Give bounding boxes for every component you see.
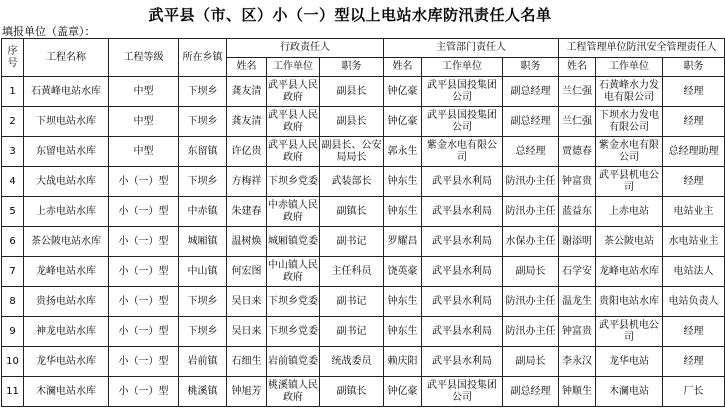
cell-dept-post: 防汛办主任: [503, 167, 559, 197]
table-row: [2, 227, 725, 257]
table-row: [2, 377, 725, 407]
cell-dept-name: 钟东生: [384, 197, 422, 227]
header-grade: 工程等级: [109, 39, 179, 77]
cell-admin-post: 副县长: [320, 107, 384, 137]
cell-admin-post: 统战委员: [320, 347, 384, 377]
header-mgmt-unit: 工作单位: [596, 58, 663, 77]
cell-mgmt-post: 电站业主: [663, 197, 725, 227]
cell-admin-name: 龚友清: [227, 77, 267, 107]
cell-town: 下坝乡: [179, 77, 227, 107]
cell-mgmt-unit: 龙华电站: [596, 347, 663, 377]
cell-seq: 11: [2, 377, 24, 407]
cell-mgmt-name: 温龙生: [559, 287, 596, 317]
cell-mgmt-name: 谢添明: [559, 227, 596, 257]
cell-grade: 小（一）型: [109, 377, 179, 407]
cell-admin-name: 温树焕: [227, 227, 267, 257]
cell-grade: 中型: [109, 77, 179, 107]
cell-admin-unit: 下坝乡党委: [267, 317, 320, 347]
header-admin-group: 行政责任人: [227, 39, 384, 58]
cell-mgmt-post: 经理: [663, 167, 725, 197]
table-row: [2, 257, 725, 287]
cell-mgmt-unit: 贵阳电站水库: [596, 287, 663, 317]
header-mgmt-name: 姓名: [559, 58, 596, 77]
cell-mgmt-name: 钟富贵: [559, 317, 596, 347]
cell-seq: 8: [2, 287, 24, 317]
cell-dept-post: 水保办主任: [503, 227, 559, 257]
cell-admin-unit: 武平县人民政府: [267, 107, 320, 137]
cell-dept-name: 钟亿豪: [384, 107, 422, 137]
cell-dept-post: 副局长: [503, 257, 559, 287]
cell-mgmt-unit: 武平县机电公司: [596, 317, 663, 347]
cell-mgmt-name: 李永汉: [559, 347, 596, 377]
cell-grade: 小（一）型: [109, 197, 179, 227]
cell-admin-post: 主任科员: [320, 257, 384, 287]
cell-grade: 小（一）型: [109, 257, 179, 287]
cell-admin-post: 副书记: [320, 287, 384, 317]
cell-project-name: 大战电站水库: [24, 167, 109, 197]
cell-mgmt-post: 经理: [663, 107, 725, 137]
header-mgmt-group: 工程管理单位防汛安全管理责任人: [559, 39, 725, 58]
cell-dept-post: 防汛办主任: [503, 317, 559, 347]
table-body: [2, 77, 725, 407]
header-admin-name: 姓名: [227, 58, 267, 77]
cell-mgmt-unit: 龙峰电站水库: [596, 257, 663, 287]
cell-town: 东留镇: [179, 137, 227, 167]
cell-dept-unit: 武平县国投集团公司: [422, 107, 503, 137]
cell-grade: 小（一）型: [109, 167, 179, 197]
cell-dept-post: 副总经理: [503, 77, 559, 107]
cell-seq: 9: [2, 317, 24, 347]
cell-dept-name: 钟亿豪: [384, 377, 422, 407]
cell-project-name: 下坝电站水库: [24, 107, 109, 137]
cell-mgmt-post: 水电站业主: [663, 227, 725, 257]
header-town: 所在乡镇: [179, 39, 227, 77]
cell-admin-unit: 武平县人民政府: [267, 77, 320, 107]
cell-dept-name: 钟亿豪: [384, 77, 422, 107]
responsibility-table: [1, 38, 725, 407]
cell-admin-unit: 下坝乡党委: [267, 287, 320, 317]
cell-admin-post: 副县长: [320, 77, 384, 107]
cell-seq: 7: [2, 257, 24, 287]
cell-town: 下坝乡: [179, 167, 227, 197]
cell-dept-name: 罗耀昌: [384, 227, 422, 257]
cell-admin-name: 方梅祥: [227, 167, 267, 197]
cell-town: 城厢镇: [179, 227, 227, 257]
cell-mgmt-name: 石学安: [559, 257, 596, 287]
cell-project-name: 东留电站水库: [24, 137, 109, 167]
cell-seq: 10: [2, 347, 24, 377]
table-row: [2, 287, 725, 317]
cell-dept-unit: 武平县水利局: [422, 257, 503, 287]
header-seq: 序号: [2, 39, 24, 77]
cell-grade: 小（一）型: [109, 287, 179, 317]
cell-dept-post: 副总经理: [503, 377, 559, 407]
cell-admin-unit: 下坝乡党委: [267, 167, 320, 197]
cell-admin-name: 钟旭芳: [227, 377, 267, 407]
cell-dept-unit: 武平县水利局: [422, 347, 503, 377]
cell-mgmt-post: 经理: [663, 347, 725, 377]
cell-town: 中赤镇: [179, 197, 227, 227]
cell-dept-name: 钟东生: [384, 317, 422, 347]
cell-town: 下坝乡: [179, 107, 227, 137]
cell-mgmt-post: 厂长: [663, 377, 725, 407]
cell-admin-unit: 城厢镇党委: [267, 227, 320, 257]
cell-mgmt-name: 蓝益东: [559, 197, 596, 227]
cell-mgmt-name: 钟顺生: [559, 377, 596, 407]
cell-mgmt-post: 电站法人: [663, 257, 725, 287]
cell-mgmt-unit: 木澜电站: [596, 377, 663, 407]
cell-seq: 6: [2, 227, 24, 257]
cell-dept-name: 钟东生: [384, 287, 422, 317]
cell-dept-name: 饶英豪: [384, 257, 422, 287]
document-title: 武平县（市、区）小（一）型以上电站水库防汛责任人名单: [148, 6, 552, 24]
cell-dept-unit: 武平县国投集团公司: [422, 377, 503, 407]
header-project-name: 工程名称: [24, 39, 109, 77]
cell-admin-unit: 中赤镇人民政府: [267, 197, 320, 227]
cell-dept-unit: 武平县水利局: [422, 167, 503, 197]
cell-mgmt-unit: 茶公陂电站: [596, 227, 663, 257]
cell-dept-unit: 紫金水电有限公司: [422, 137, 503, 167]
cell-mgmt-unit: 下坝水力发电有限公司: [596, 107, 663, 137]
header-row-group: [2, 39, 725, 58]
cell-mgmt-unit: 石黄峰水力发电有限公司: [596, 77, 663, 107]
cell-seq: 1: [2, 77, 24, 107]
cell-mgmt-name: 贾德春: [559, 137, 596, 167]
header-dept-group: 主管部门责任人: [384, 39, 559, 58]
cell-admin-unit: 岩前镇党委: [267, 347, 320, 377]
cell-dept-post: 防汛办主任: [503, 287, 559, 317]
cell-town: 岩前镇: [179, 347, 227, 377]
header-admin-post: 职务: [320, 58, 384, 77]
cell-seq: 5: [2, 197, 24, 227]
cell-dept-unit: 武平县水利局: [422, 197, 503, 227]
cell-dept-unit: 武平县水利局: [422, 287, 503, 317]
cell-admin-name: 许亿贵: [227, 137, 267, 167]
cell-dept-post: 总经理: [503, 137, 559, 167]
cell-grade: 中型: [109, 137, 179, 167]
cell-mgmt-name: 兰仁强: [559, 107, 596, 137]
cell-mgmt-unit: 武平县机电公司: [596, 167, 663, 197]
table-row: [2, 347, 725, 377]
table-row: [2, 197, 725, 227]
table-row: [2, 317, 725, 347]
cell-admin-name: 朱建春: [227, 197, 267, 227]
cell-project-name: 龙峰电站水库: [24, 257, 109, 287]
header-admin-unit: 工作单位: [267, 58, 320, 77]
cell-town: 中山镇: [179, 257, 227, 287]
cell-admin-post: 副镇长: [320, 377, 384, 407]
cell-admin-name: 何宏图: [227, 257, 267, 287]
cell-mgmt-name: 钟富贵: [559, 167, 596, 197]
cell-project-name: 茶公陂电站水库: [24, 227, 109, 257]
cell-dept-unit: 武平县国投集团公司: [422, 77, 503, 107]
cell-admin-post: 副书记: [320, 317, 384, 347]
cell-grade: 小（一）型: [109, 347, 179, 377]
cell-grade: 小（一）型: [109, 317, 179, 347]
cell-admin-post: 副书记: [320, 227, 384, 257]
cell-admin-post: 副县长、公安局局长: [320, 137, 384, 167]
cell-project-name: 石黄峰电站水库: [24, 77, 109, 107]
cell-dept-unit: 武平县水利局: [422, 317, 503, 347]
cell-project-name: 贵扬电站水库: [24, 287, 109, 317]
cell-mgmt-unit: 紫金水电有限公司: [596, 137, 663, 167]
cell-admin-name: 龚友清: [227, 107, 267, 137]
cell-dept-unit: 武平县水利局: [422, 227, 503, 257]
cell-mgmt-post: 经理: [663, 77, 725, 107]
header-mgmt-post: 职务: [663, 58, 725, 77]
cell-admin-name: 吴日来: [227, 317, 267, 347]
cell-admin-name: 吴日来: [227, 287, 267, 317]
cell-project-name: 神龙电站水库: [24, 317, 109, 347]
cell-grade: 小（一）型: [109, 227, 179, 257]
cell-seq: 3: [2, 137, 24, 167]
cell-project-name: 龙华电站水库: [24, 347, 109, 377]
cell-mgmt-post: 经理: [663, 317, 725, 347]
cell-mgmt-post: 总经理助理: [663, 137, 725, 167]
cell-town: 下坝乡: [179, 287, 227, 317]
cell-seq: 2: [2, 107, 24, 137]
cell-dept-name: 赖庆阳: [384, 347, 422, 377]
header-dept-post: 职务: [503, 58, 559, 77]
header-dept-unit: 工作单位: [422, 58, 503, 77]
cell-admin-name: 石细生: [227, 347, 267, 377]
cell-admin-post: 副镇长: [320, 197, 384, 227]
cell-admin-unit: 武平县人民政府: [267, 137, 320, 167]
cell-mgmt-name: 兰仁强: [559, 77, 596, 107]
cell-town: 桃溪镇: [179, 377, 227, 407]
cell-dept-post: 副总经理: [503, 107, 559, 137]
cell-admin-unit: 中山镇人民政府: [267, 257, 320, 287]
table-row: [2, 107, 725, 137]
cell-dept-post: 副局长: [503, 347, 559, 377]
cell-project-name: 上赤电站水库: [24, 197, 109, 227]
cell-seq: 4: [2, 167, 24, 197]
cell-dept-name: 郭永生: [384, 137, 422, 167]
cell-dept-name: 钟东生: [384, 167, 422, 197]
cell-grade: 中型: [109, 107, 179, 137]
cell-admin-unit: 桃溪镇人民政府: [267, 377, 320, 407]
cell-town: 下坝乡: [179, 317, 227, 347]
cell-mgmt-post: 电站负责人: [663, 287, 725, 317]
table-row: [2, 77, 725, 107]
cell-mgmt-unit: 上赤电站: [596, 197, 663, 227]
cell-admin-post: 武装部长: [320, 167, 384, 197]
table-row: [2, 167, 725, 197]
cell-project-name: 木澜电站水库: [24, 377, 109, 407]
cell-dept-post: 防汛办主任: [503, 197, 559, 227]
table-row: [2, 137, 725, 167]
header-dept-name: 姓名: [384, 58, 422, 77]
filler-unit-label: 填报单位（盖章）：: [2, 25, 96, 38]
